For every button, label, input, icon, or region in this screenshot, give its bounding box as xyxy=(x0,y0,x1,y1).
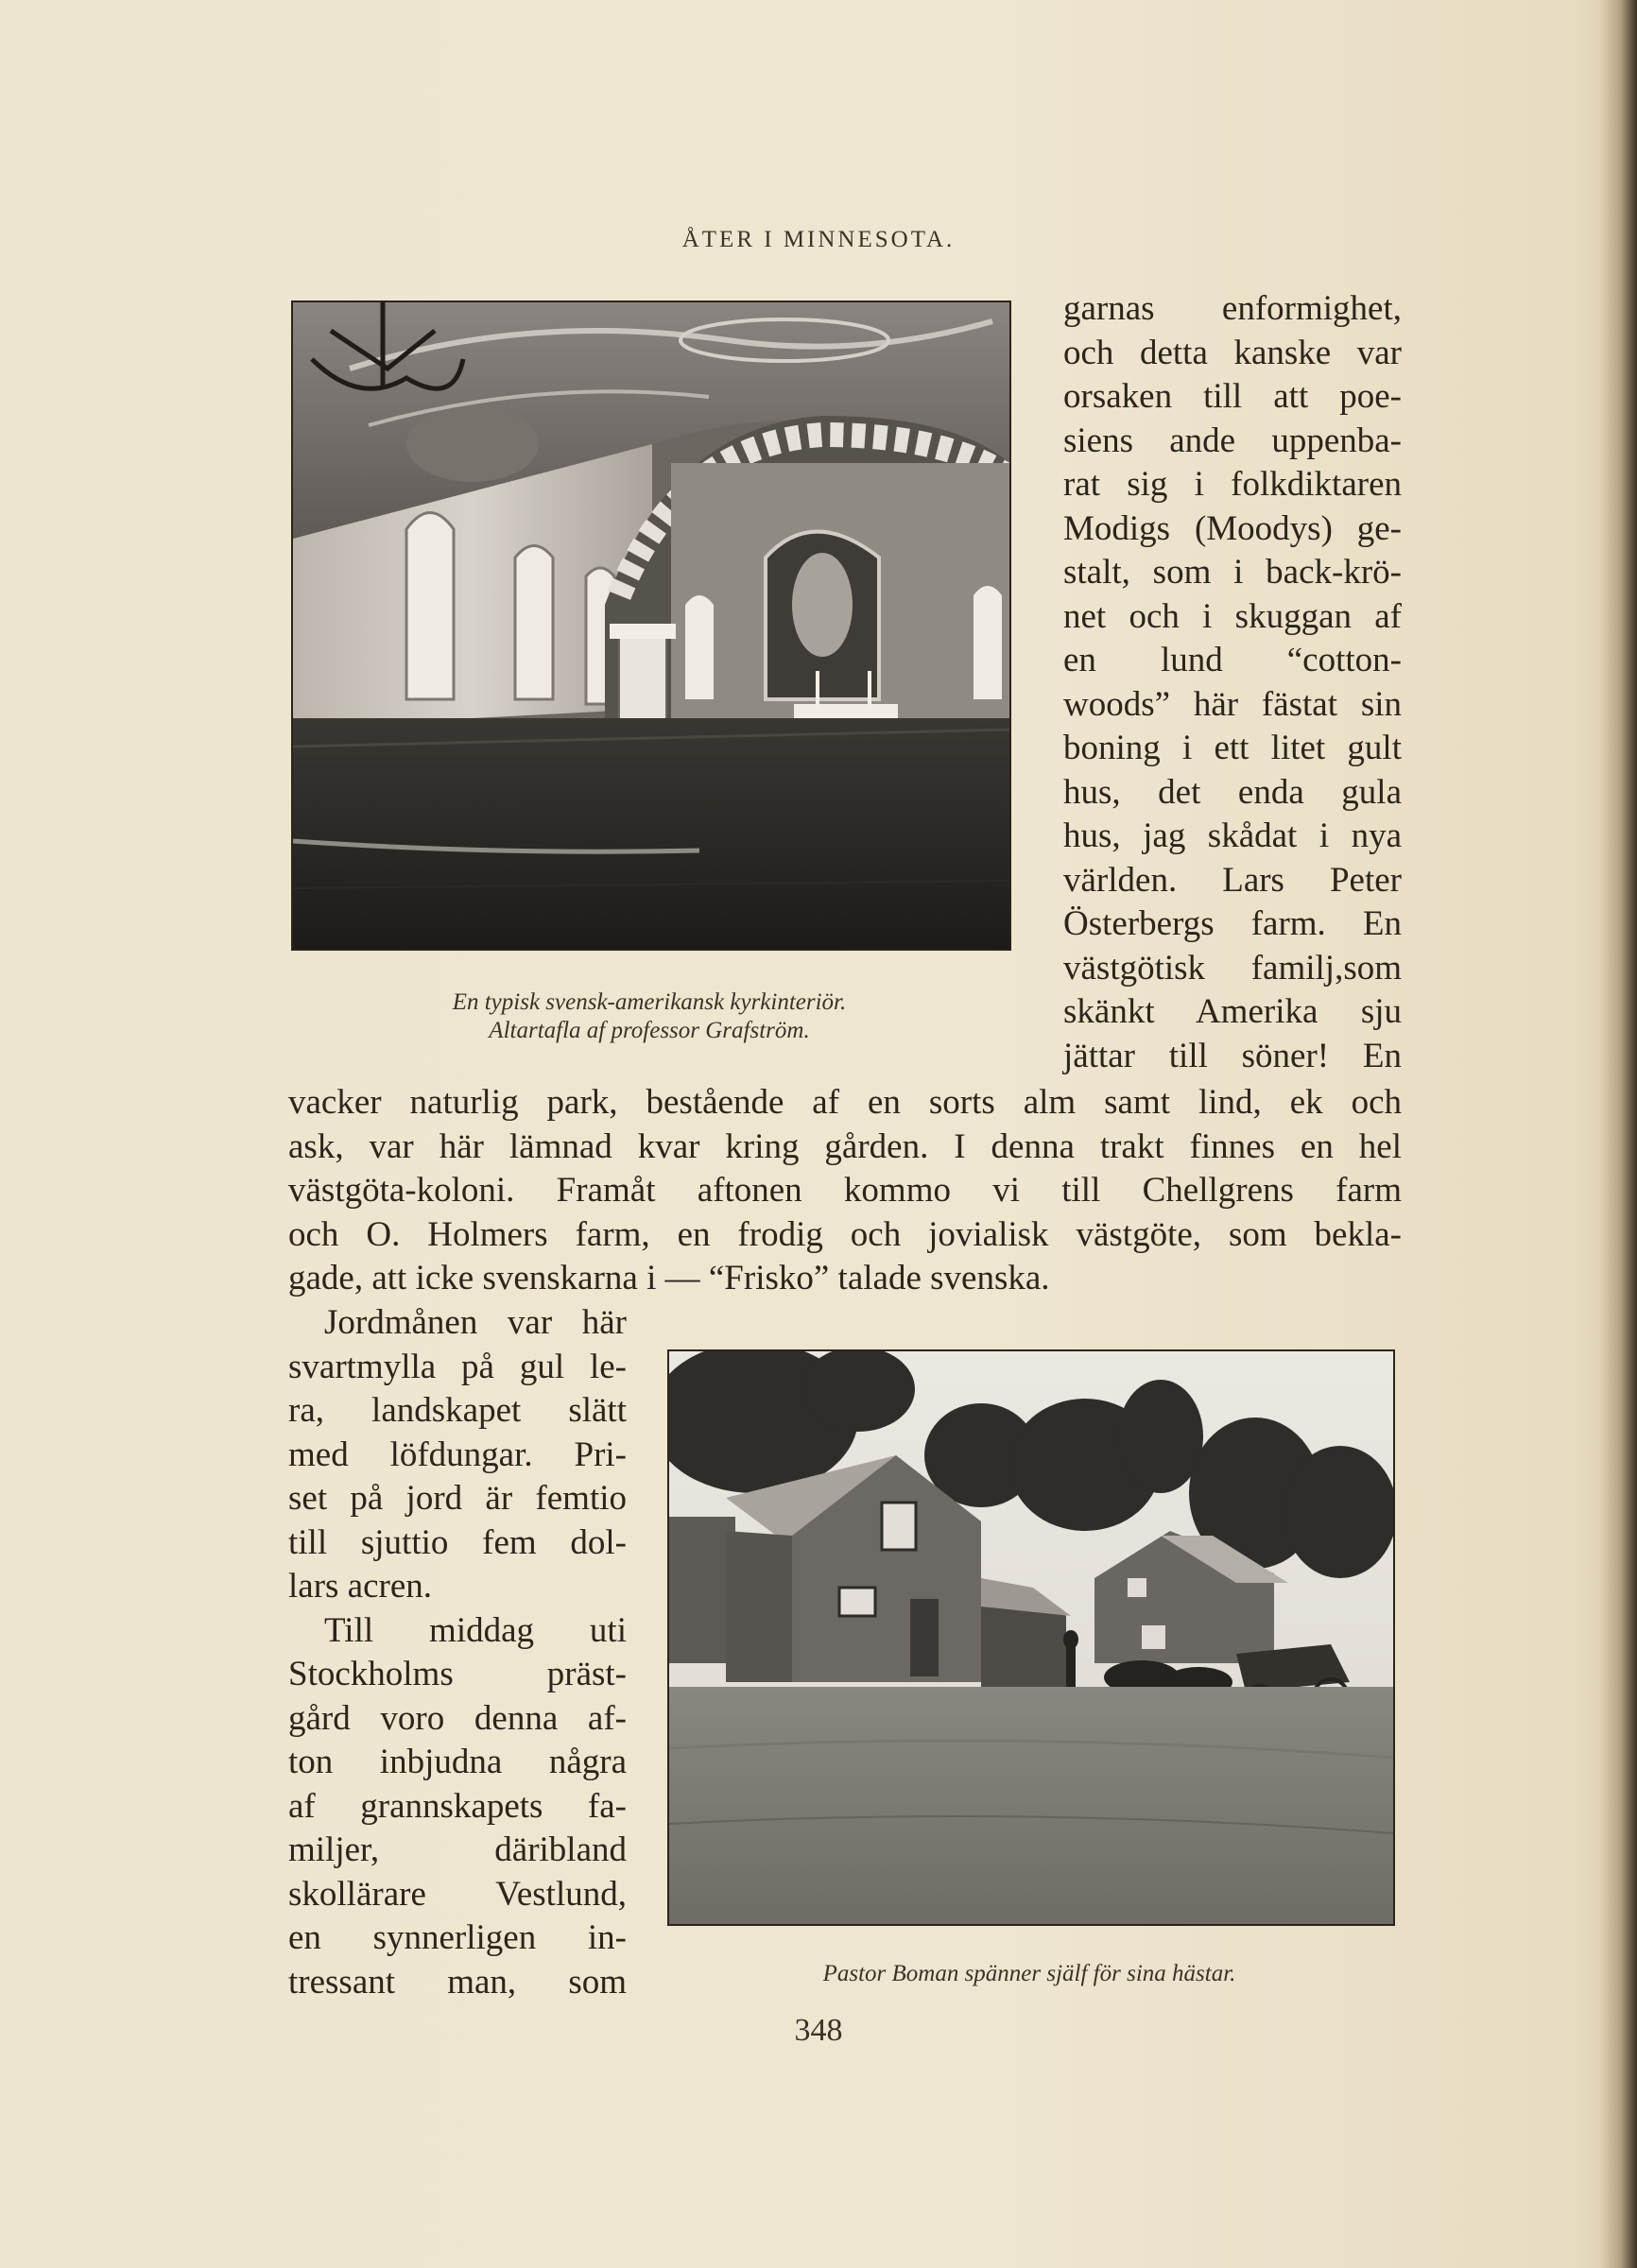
text-line: ton inbjudna några xyxy=(288,1743,627,1781)
text-line: och detta kanske var xyxy=(1063,333,1402,372)
text-line: Stockholms präst- xyxy=(288,1655,627,1693)
text-line: af grannskapets fa- xyxy=(288,1786,627,1826)
text-line: till sjuttio fem dol- xyxy=(288,1522,627,1562)
text-line: svartmylla på gul le- xyxy=(288,1347,627,1386)
text-line: rat sig i folkdiktaren xyxy=(1063,465,1402,504)
text-line: set på jord är femtio xyxy=(288,1479,627,1518)
text-line: skollärare Vestlund, xyxy=(288,1874,627,1914)
text-line: en synnerligen in- xyxy=(288,1918,627,1957)
text-line: västgöta-koloni. Framåt aftonen kommo vi till Chellgrens farm xyxy=(288,1171,1402,1210)
full-width-text xyxy=(288,1081,1402,1301)
left-column-text xyxy=(288,1301,627,2004)
farm-illustration xyxy=(669,1351,1393,1924)
page-number: 348 xyxy=(794,2013,843,2048)
text-line: lars acren. xyxy=(288,1567,433,1606)
page-edge-shadow xyxy=(1599,0,1637,2268)
text-line: orsaken till att poe- xyxy=(1063,377,1402,416)
farm-photo xyxy=(667,1349,1395,1926)
text-line: tressant man, som xyxy=(288,1962,627,2002)
text-line: och O. Holmers farm, en frodig och jovialisk västgöte, som bekla- xyxy=(288,1214,1402,1254)
church-interior-photo xyxy=(291,301,1011,951)
text-line: gård voro denna af- xyxy=(288,1698,627,1738)
text-line: stalt, som i back-krö- xyxy=(1063,553,1402,592)
text-line: ra, landskapet slätt xyxy=(288,1391,627,1430)
church-photo-caption-line2: Altartafla af professor Grafström. xyxy=(489,1018,810,1043)
text-line: en lund “cotton- xyxy=(1063,641,1402,679)
farm-photo-caption: Pastor Boman spänner själf för sina hästar. xyxy=(822,1961,1236,1986)
text-line: skänkt Amerika sju xyxy=(1063,992,1402,1031)
text-line: siens ande uppenba- xyxy=(1063,421,1402,460)
text-line: hus, det enda gula xyxy=(1063,772,1402,812)
text-line: net och i skuggan af xyxy=(1063,596,1402,636)
text-line: miljer, däribland xyxy=(288,1830,627,1869)
text-line: Till middag uti xyxy=(324,1610,627,1650)
text-line: gade, att icke svenskarna i — “Frisko” talade svenska. xyxy=(288,1259,1050,1297)
text-line: västgötisk familj,som xyxy=(1063,948,1402,988)
church-photo-caption-line1: En typisk svensk-amerikansk kyrkinteriör. xyxy=(452,989,847,1015)
text-line: hus, jag skådat i nya xyxy=(1063,816,1402,855)
text-line: Modigs (Moodys) ge- xyxy=(1063,508,1402,548)
text-line: med löfdungar. Pri- xyxy=(288,1435,627,1474)
text-line: boning i ett litet gult xyxy=(1063,729,1402,767)
text-line: Österbergs farm. En xyxy=(1063,904,1402,943)
text-line: woods” här fästat sin xyxy=(1063,684,1402,724)
text-line: ask, var här lämnad kvar kring gården. I denna trakt finnes en hel xyxy=(288,1126,1402,1166)
right-column-text xyxy=(1063,287,1402,1078)
running-head: ÅTER I MINNESOTA. xyxy=(681,227,956,252)
church-photo-caption xyxy=(284,988,1015,1045)
text-line: världen. Lars Peter xyxy=(1063,860,1402,900)
text-line: Jordmånen var här xyxy=(324,1303,627,1342)
text-line: jättar till söner! En xyxy=(1063,1036,1402,1075)
church-interior-illustration xyxy=(293,302,1009,949)
text-line: garnas enformighet, xyxy=(1063,289,1402,328)
text-line: vacker naturlig park, bestående af en sorts alm samt lind, ek och xyxy=(288,1083,1402,1122)
